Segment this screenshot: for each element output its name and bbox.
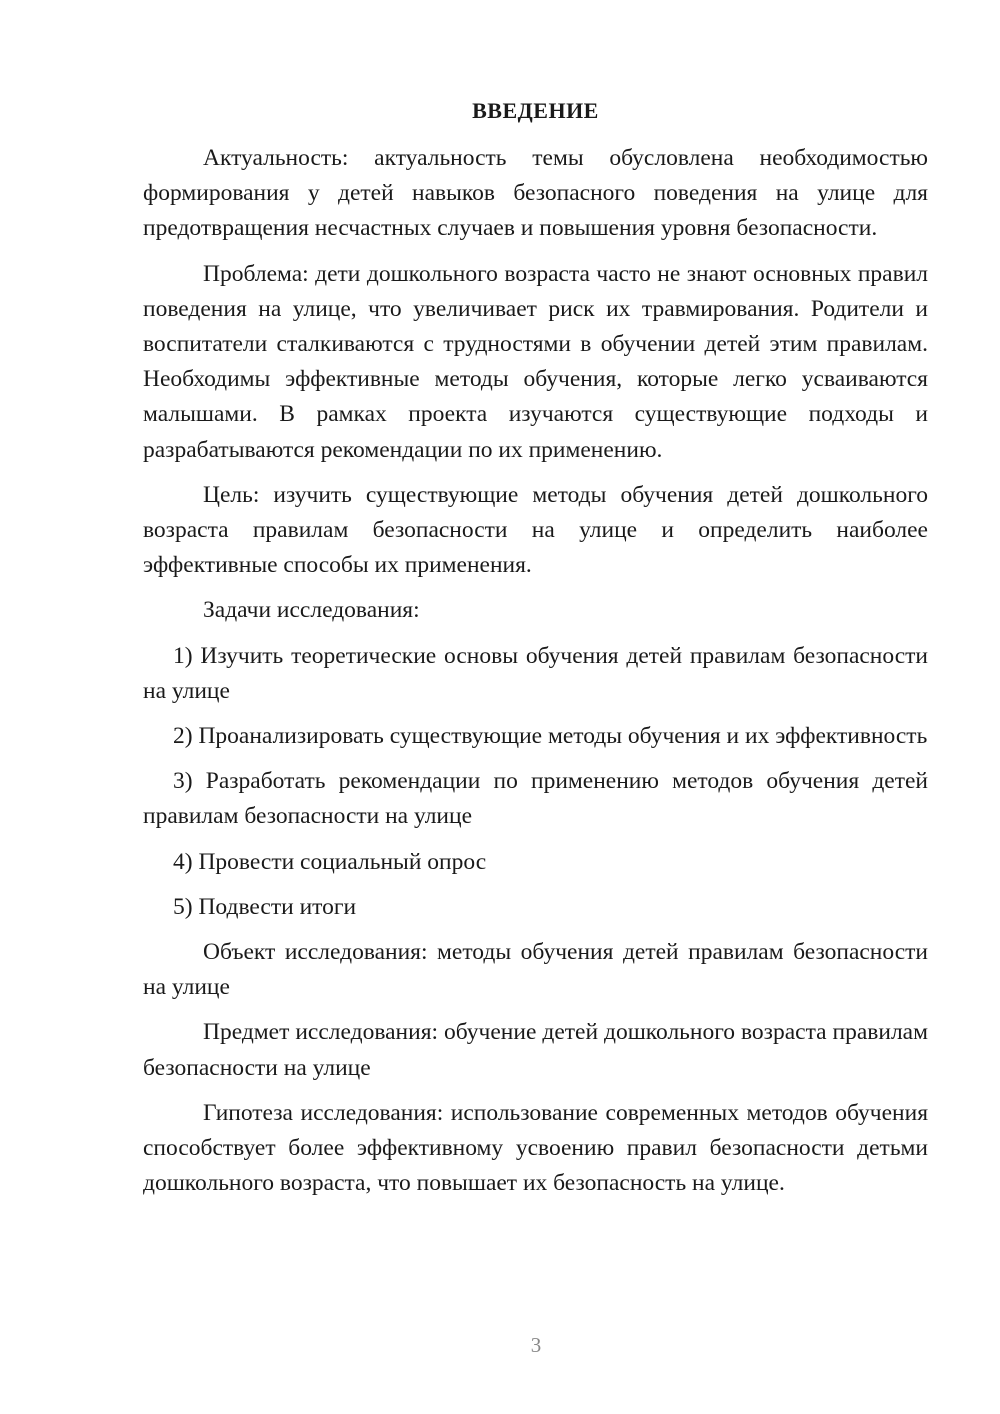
- page-content: [143, 95, 928, 1211]
- hypothesis-paragraph: Гипотеза исследования: использование современных методов обучения способствует более эффективному усвоению правил безопасности детьми дошкольного возраста, что повышает их безопасность на улице.: [143, 1099, 928, 1197]
- problem-paragraph: Проблема: дети дошкольного возраста часто не знают основных правил поведения на улице, что увеличивает риск их травмирования. Родители и воспитатели сталкиваются с трудностями в обучении детей этим правилам. Необходимы эффективные методы обучения, которые легко усваиваются малышами. В рамках проекта изучаются существующие подходы и разрабатываются рекомендации по их применению.: [143, 260, 928, 463]
- task-item: 2) Проанализировать существующие методы обучения и их эффективность: [173, 723, 928, 750]
- object-paragraph: Объект исследования: методы обучения детей правилам безопасности на улице: [143, 939, 928, 1001]
- tasks-heading: Задачи исследования:: [203, 597, 420, 624]
- page-number: 3: [530, 1333, 542, 1357]
- task-item: 5) Подвести итоги: [173, 893, 357, 920]
- relevance-paragraph: Актуальность: актуальность темы обусловлена необходимостью формирования у детей навыков безопасного поведения на улице для предотвращения несчастных случаев и повышения уровня безопасности.: [143, 145, 928, 242]
- section-title: ВВЕДЕНИЕ: [472, 98, 599, 123]
- task-item: 4) Провести социальный опрос: [173, 848, 487, 875]
- subject-paragraph: Предмет исследования: обучение детей дошкольного возраста правилам безопасности на улице: [143, 1019, 928, 1081]
- task-item: 1) Изучить теоретические основы обучения детей правилам безопасности на улице: [143, 642, 928, 704]
- goal-paragraph: Цель: изучить существующие методы обучения детей дошкольного возраста правилам безопасности на улице и определить наиболее эффективные способы их применения.: [143, 481, 928, 579]
- task-item: 3) Разработать рекомендации по применению методов обучения детей правилам безопасности на улице: [143, 768, 928, 830]
